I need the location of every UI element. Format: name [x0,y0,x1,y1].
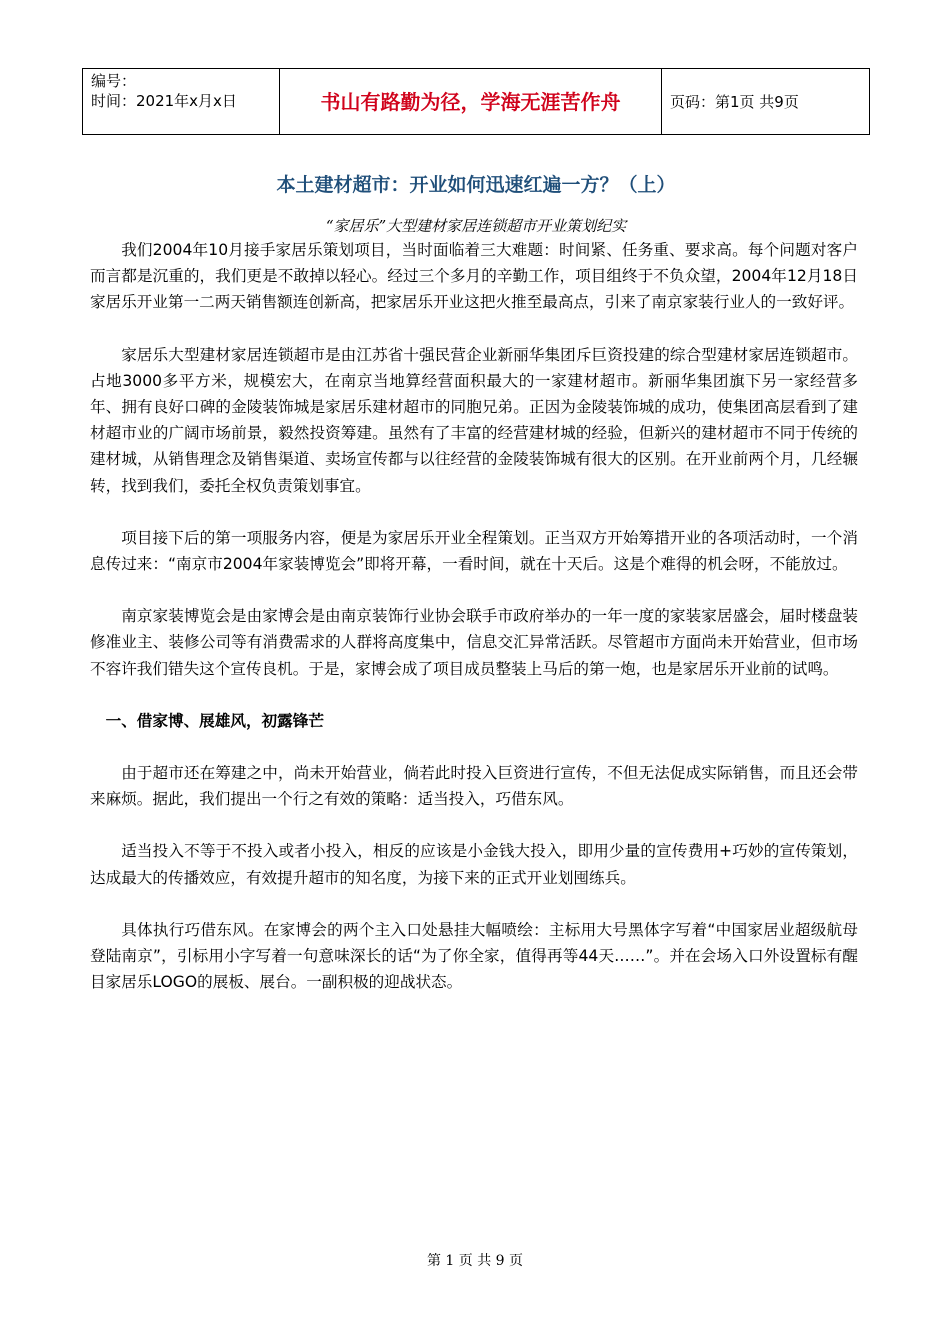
section-heading: 一、借家博、展雄风，初露锋芒 [105,711,324,730]
document-time-label: 时间：2021年x月x日 [91,92,237,110]
document-subtitle: “家居乐”大型建材家居连锁超市开业策划纪实 [325,217,627,235]
document-header-table [82,68,870,135]
paragraph: 具体执行巧借东风。在家博会的两个主入口处悬挂大幅喷绘：主标用大号黑体字写着“中国家居业超级航母登陆南京”，引标用小字写着一句意味深长的话“为了你全家，值得再等44天……”。并在会场入口外设置标有醒目家居乐LOGO的展板、展台。一副积极的迎战状态。 [90,920,858,992]
paragraph: 我们2004年10月接手家居乐策划项目，当时面临着三大难题：时间紧、任务重、要求高。每个问题对客户而言都是沉重的，我们更是不敢掉以轻心。经过三个多月的辛勤工作，项目组终于不负众望，2004年12月18日家居乐开业第一二两天销售额连创新高，把家居乐开业这把火推至最高点，引来了南京家装行业人的一致好评。 [90,241,858,312]
header-meta-cell [83,69,280,135]
document-title: 本土建材超市：开业如何迅速红遍一方？（上） [276,174,676,196]
header-motto: 书山有路勤为径，学海无涯苦作舟 [280,69,662,135]
header-page-code: 页码：第1页 共9页 [662,69,870,135]
paragraph: 项目接下后的第一项服务内容，便是为家居乐开业全程策划。正当双方开始筹措开业的各项活动时，一个消息传过来：“南京市2004年家装博览会”即将开幕，一看时间，就在十天后。这是个难得的机会呀，不能放过。 [90,528,858,574]
paragraph: 适当投入不等于不投入或者小投入，相反的应该是小金钱大投入，即用少量的宣传费用+巧妙的宣传策划，达成最大的传播效应，有效提升超市的知名度，为接下来的正式开业划囤练兵。 [90,842,858,887]
paragraph: 家居乐大型建材家居连锁超市是由江苏省十强民营企业新丽华集团斥巨资投建的综合型建材家居连锁超市。占地3000多平方米，规模宏大，在南京当地算经营面积最大的一家建材超市。新丽华集团旗下另一家经营多年、拥有良好口碑的金陵装饰城是家居乐建材超市的同胞兄弟。正因为金陵装饰城的成功，使集团高层看到了建材超市业的广阔市场前景，毅然投资筹建。虽然有了丰富的经营建材城的经验，但新兴的建材超市不同于传统的建材城，从销售理念及销售渠道、卖场宣传都与以往经营的金陵装饰城有很大的区别。在开业前两个月，几经辗转，找到我们，委托全权负责策划事宜。 [90,345,858,495]
paragraph: 南京家装博览会是由家博会是由南京装饰行业协会联手市政府举办的一年一度的家装家居盛会，届时楼盘装修准业主、装修公司等有消费需求的人群将高度集中，信息交汇异常活跃。尽管超市方面尚未开始营业，但市场不容许我们错失这个宣传良机。于是，家博会成了项目成员整装上马后的第一炮，也是家居乐开业前的试鸣。 [90,607,858,678]
document-body [90,237,858,995]
paragraph: 由于超市还在筹建之中，尚未开始营业，倘若此时投入巨资进行宣传，不但无法促成实际销售，而且还会带来麻烦。据此，我们提出一个行之有效的策略：适当投入，巧借东风。 [90,764,858,809]
page-footer: 第 1 页 共 9 页 [426,1253,524,1269]
document-number-label: 编号： [91,72,137,90]
